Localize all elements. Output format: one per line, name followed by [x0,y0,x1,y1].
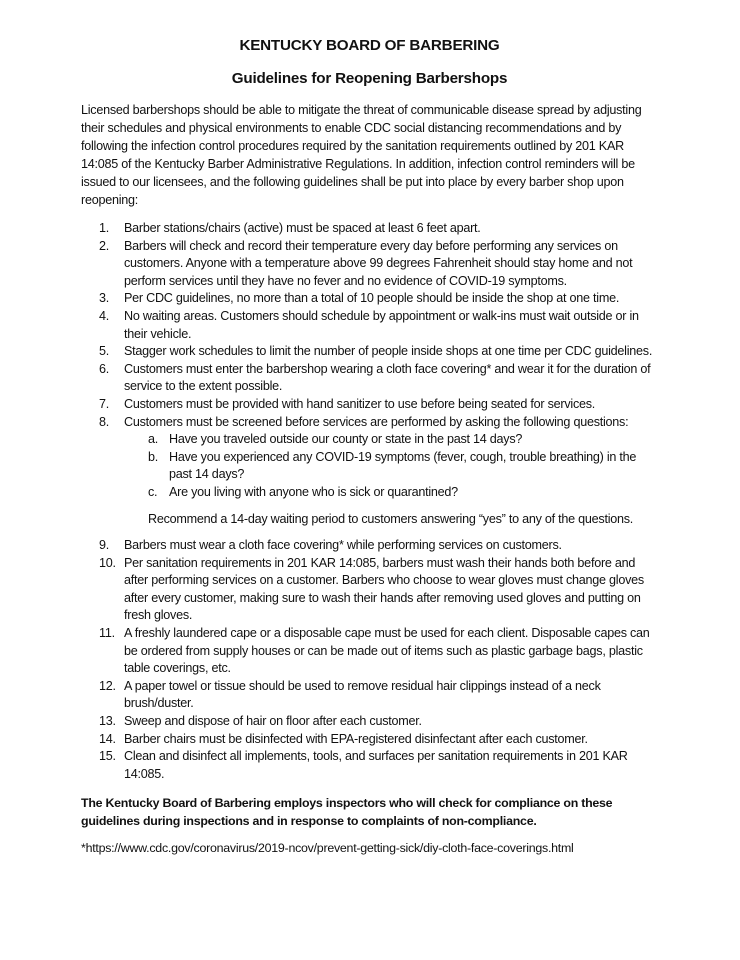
guideline-item [81,713,658,731]
item-text: Customers must enter the barbershop wearing a cloth face covering* and wear it for the duration of service to the extent possible. [124,361,651,394]
item-text: Barbers will check and record their temperature every day before performing any services on customers. Anyone with a temperature above 99 degrees Fahrenheit should stay home and not perform services until they have no fever and no evidence of COVID-19 symptoms. [124,238,633,288]
item-number: 5. [99,344,110,359]
item-number: 14. [99,731,116,746]
screening-questions-list [124,431,658,501]
compliance-note: The Kentucky Board of Barbering employs inspectors who will check for compliance on these guidelines during inspections and in response to complaints of non-compliance. [81,796,613,829]
guideline-item-screening [81,414,658,529]
intro-paragraph: Licensed barbershops should be able to mitigate the threat of communicable disease spread by adjusting their schedules and physical environments to enable CDC social distancing recommendations and by following the infection control procedures required by the sanitation requirements outlined by 201 KAR 14:085 of the Kentucky Barber Administrative Regulations. In addition, infection control reminders will be issued to our licensees, and the following guidelines shall be put into place by every barber shop upon reopening: [81,103,642,207]
guideline-item [81,220,658,238]
item-text: Clean and disinfect all implements, tools, and surfaces per sanitation requirements in 201 KAR 14:085. [124,749,628,781]
item-text: Customers must be provided with hand sanitizer to use before being seated for services. [124,396,596,411]
item-text: Per sanitation requirements in 201 KAR 14:085, barbers must wash their hands both before and after performing services on a customer. Barbers who choose to wear gloves must change gloves after every customer, making sure to wash their hands after removing used gloves and putting on fresh gloves. [124,555,644,623]
item-number: 9. [99,538,110,553]
item-number: 3. [99,291,110,306]
item-number: 4. [99,308,110,323]
item-text: Barber stations/chairs (active) must be spaced at least 6 feet apart. [124,221,481,235]
item-text: Stagger work schedules to limit the number of people inside shops at one time per CDC guidelines. [124,344,653,359]
item-number: 12. [99,678,116,693]
item-number: 1. [99,221,110,235]
document-title: KENTUCKY BOARD OF BARBERING [239,37,500,54]
screening-question [124,449,658,484]
item-text: Per CDC guidelines, no more than a total of 10 people should be inside the shop at one time. [124,291,620,306]
guideline-item [81,537,658,555]
item-number: 11. [99,626,115,641]
guidelines-list [81,220,658,783]
item-text: A paper towel or tissue should be used to remove residual hair clippings instead of a neck brush/duster. [124,678,601,711]
item-text: Customers must be screened before services are performed by asking the following questions: [124,414,629,429]
guideline-item [81,238,658,291]
guideline-item [81,343,658,361]
item-number: 6. [99,361,110,376]
item-text: A freshly laundered cape or a disposable cape must be used for each client. Disposable capes can be ordered from supply houses or can be made out of items such as plastic garbage bags, plastic table coverings, etc. [124,626,650,676]
item-text: Barber chairs must be disinfected with EPA-registered disinfectant after each customer. [124,731,588,746]
guideline-item [81,308,658,343]
guideline-item [81,290,658,308]
guideline-item [81,555,658,625]
guideline-item [81,625,658,678]
document-subtitle: Guidelines for Reopening Barbershops [231,70,508,87]
question-text: Have you traveled outside our county or state in the past 14 days? [169,432,523,447]
guideline-item [81,678,658,713]
question-letter: a. [148,432,159,447]
recommendation-text: Recommend a 14-day waiting period to customers answering “yes” to any of the questions. [148,511,634,526]
question-text: Are you living with anyone who is sick or quarantined? [169,484,458,499]
footnote-url: *https://www.cdc.gov/coronavirus/2019-ncov/prevent-getting-sick/diy-cloth-face-coverings.html [81,841,574,856]
item-text: Barbers must wear a cloth face covering* while performing services on customers. [124,538,562,553]
item-number: 15. [99,749,116,764]
item-number: 7. [99,396,110,411]
item-text: No waiting areas. Customers should schedule by appointment or walk-ins must wait outside or in their vehicle. [124,308,639,341]
guideline-item [81,396,658,414]
guideline-item [81,731,658,749]
item-number: 8. [99,414,110,429]
item-number: 2. [99,238,110,253]
question-letter: b. [148,449,159,464]
screening-question [124,484,658,502]
screening-question [124,431,658,449]
item-number: 13. [99,714,116,729]
guideline-item [81,748,658,783]
item-text: Sweep and dispose of hair on floor after each customer. [124,714,422,729]
guideline-item [81,361,658,396]
question-text: Have you experienced any COVID-19 symptoms (fever, cough, trouble breathing) in the past 14 days? [169,449,637,482]
question-letter: c. [148,484,158,499]
item-number: 10. [99,555,116,570]
